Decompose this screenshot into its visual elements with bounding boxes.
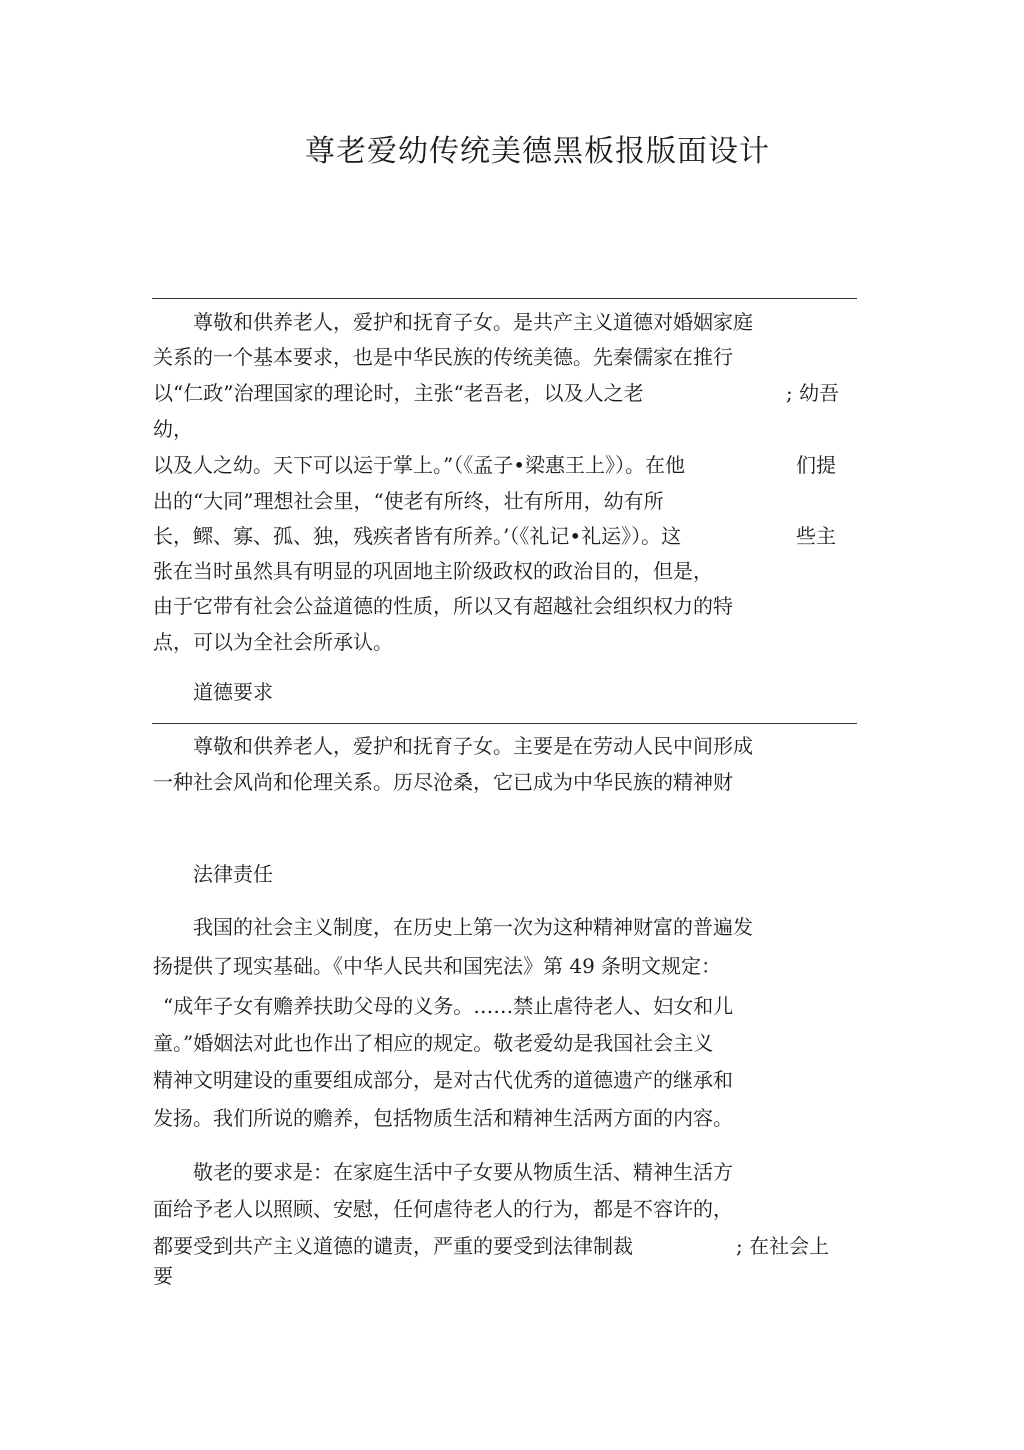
text-line-main: 长，鳏、寡、孤、独，残疾者皆有所养。’（《礼记•礼运》）。这 — [153, 524, 682, 548]
text-line: 关系的一个基本要求，也是中华民族的传统美德。先秦儒家在推行 — [153, 345, 733, 369]
text-line-tail: 些主 — [796, 524, 836, 548]
divider-middle — [152, 723, 857, 724]
text-line-tail: ; 幼吾 — [786, 381, 840, 405]
section-heading-law: 法律责任 — [193, 862, 273, 886]
text-line-main: 以“仁政”治理国家的理论时，主张“老吾老，以及人之老 — [153, 381, 644, 405]
text-line — [153, 381, 853, 405]
text-line: “成年子女有赡养扶助父母的义务。……禁止虐待老人、妇女和儿 — [163, 994, 734, 1018]
text-line-main: 都要受到共产主义道德的谴责，严重的要受到法律制裁 — [153, 1234, 633, 1258]
text-line: 一种社会风尚和伦理关系。历尽沧桑，它已成为中华民族的精神财 — [153, 770, 733, 794]
text-line — [153, 1234, 853, 1258]
text-line: 发扬。我们所说的赡养，包括物质生活和精神生活两方面的内容。 — [153, 1106, 733, 1130]
text-line: 面给予老人以照顾、安慰，任何虐待老人的行为，都是不容许的， — [153, 1197, 733, 1221]
text-line: 由于它带有社会公益道德的性质，所以又有超越社会组织权力的特 — [153, 594, 733, 618]
text-line: 张在当时虽然具有明显的巩固地主阶级政权的政治目的，但是， — [153, 559, 713, 583]
text-line: 我国的社会主义制度，在历史上第一次为这种精神财富的普遍发 — [193, 915, 753, 939]
text-line-main: 以及人之幼。天下可以运于掌上。”（《孟子•梁惠王上》）。在他 — [153, 453, 686, 477]
text-line: 要 — [153, 1264, 173, 1288]
text-line: 出的“大同”理想社会里，“使老有所终，壮有所用，幼有所 — [153, 489, 664, 513]
text-line — [153, 453, 853, 477]
text-line — [153, 524, 853, 548]
document-title: 尊老爱幼传统美德黑板报版面设计 — [305, 134, 770, 169]
text-line: 精神文明建设的重要组成部分，是对古代优秀的道德遗产的继承和 — [153, 1068, 733, 1092]
text-line-tail: ; 在社会上 — [736, 1234, 830, 1258]
text-line: 点，可以为全社会所承认。 — [153, 630, 393, 654]
text-line: 尊敬和供养老人，爱护和抚育子女。是共产主义道德对婚姻家庭 — [193, 310, 753, 334]
text-line: 敬老的要求是：在家庭生活中子女要从物质生活、精神生活方 — [193, 1160, 733, 1184]
divider-top — [152, 298, 857, 299]
text-line: 童。”婚姻法对此也作出了相应的规定。敬老爱幼是我国社会主义 — [153, 1031, 714, 1055]
text-line-tail: 们提 — [796, 453, 836, 477]
text-line: 扬提供了现实基础。《中华人民共和国宪法》第 49 条明文规定： — [153, 954, 722, 978]
text-line: 幼， — [153, 417, 193, 441]
text-line: 尊敬和供养老人，爱护和抚育子女。主要是在劳动人民中间形成 — [193, 734, 753, 758]
section-heading-moral: 道德要求 — [193, 680, 273, 704]
